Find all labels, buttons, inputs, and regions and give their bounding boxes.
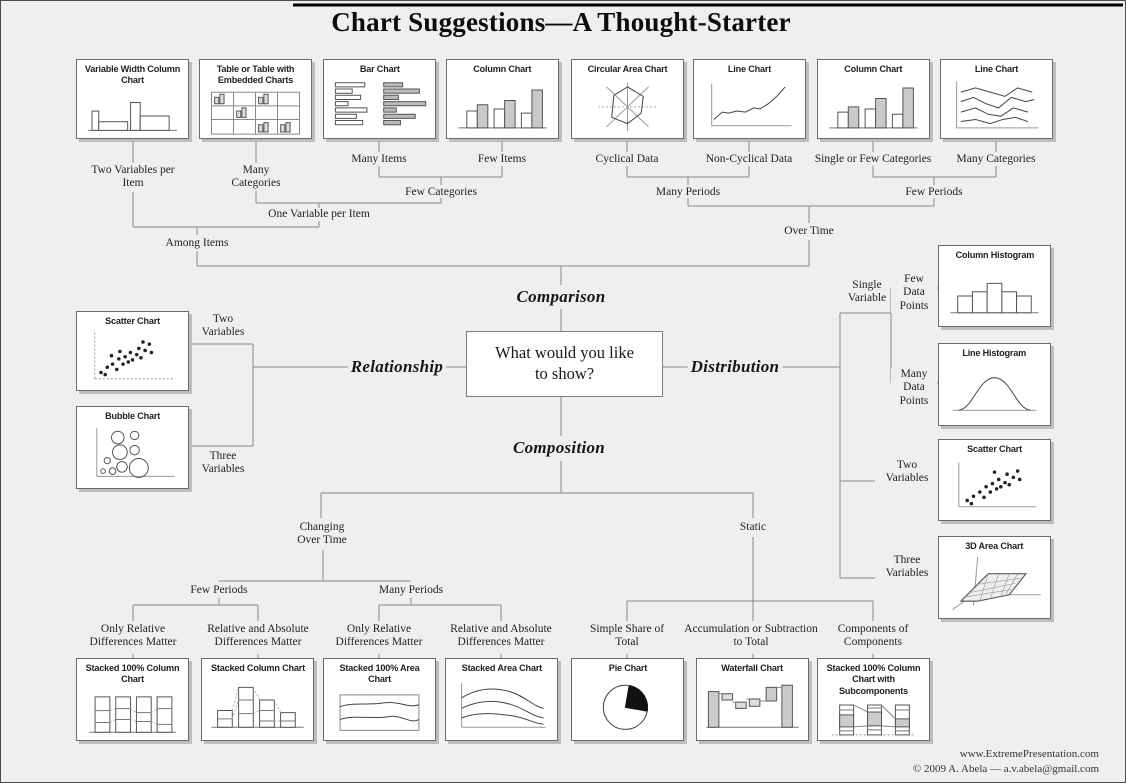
box-title: Stacked Column Chart bbox=[210, 663, 305, 674]
chart-box-column-histogram bbox=[938, 245, 1051, 327]
three-d-area-chart-sketch bbox=[942, 553, 1047, 616]
chart-box-stacked-100-column-chart bbox=[76, 658, 189, 741]
chart-box-bubble-chart bbox=[76, 406, 189, 489]
bar-chart-sketch bbox=[327, 76, 432, 136]
box-title: Line Histogram bbox=[962, 348, 1027, 359]
box-title: Stacked 100% Column Chart with Subcomponents bbox=[826, 663, 921, 697]
stacked-100-area-chart-sketch bbox=[327, 687, 432, 738]
label-many-periods-bottom: Many Periods bbox=[378, 584, 444, 596]
stacked-column-chart-sketch bbox=[205, 675, 310, 738]
label-few-categories: Few Categories bbox=[405, 186, 477, 198]
column-histogram-sketch bbox=[942, 262, 1047, 324]
label-single-variable: Single Variable bbox=[847, 279, 887, 305]
footer-copyright: © 2009 A. Abela — a.v.abela@gmail.com bbox=[912, 763, 1099, 775]
label-non-cyclical-data: Non-Cyclical Data bbox=[705, 153, 793, 165]
branch-relationship: Relationship bbox=[348, 357, 446, 377]
box-title: Line Chart bbox=[727, 64, 772, 75]
waterfall-chart-sketch bbox=[700, 675, 805, 738]
box-title: Pie Chart bbox=[608, 663, 647, 674]
bubble-chart-sketch bbox=[80, 423, 185, 486]
label-few-periods-top: Few Periods bbox=[905, 186, 963, 198]
box-title: Table or Table with Embedded Charts bbox=[216, 64, 295, 87]
box-title: Stacked 100% Area Chart bbox=[339, 663, 420, 686]
box-title: Circular Area Chart bbox=[587, 64, 668, 75]
pie-chart-sketch bbox=[575, 675, 680, 738]
chart-box-stacked-area-chart bbox=[445, 658, 558, 741]
chart-box-column-chart-1 bbox=[446, 59, 559, 139]
label-three-variables-left: Three Variables bbox=[201, 450, 245, 476]
chart-box-line-chart-2 bbox=[940, 59, 1053, 139]
footer-website: www.ExtremePresentation.com bbox=[959, 748, 1099, 760]
label-accumulation-or-subtraction: Accumulation or Subtraction to Total bbox=[684, 623, 818, 649]
box-title: Variable Width Column Chart bbox=[84, 64, 181, 87]
chart-box-scatter-chart-left bbox=[76, 311, 189, 391]
box-title: Scatter Chart bbox=[967, 444, 1022, 455]
chart-box-stacked-100-area-chart bbox=[323, 658, 436, 741]
branch-composition: Composition bbox=[512, 438, 606, 457]
label-components-of-components: Components of Components bbox=[837, 623, 909, 649]
circular-area-chart-sketch bbox=[575, 76, 680, 136]
column-chart-sketch bbox=[450, 76, 555, 136]
stacked-100-column-chart-sketch bbox=[80, 687, 185, 738]
line-histogram-sketch bbox=[942, 360, 1047, 423]
label-three-variables-right: Three Variables bbox=[875, 554, 939, 581]
label-many-periods-top: Many Periods bbox=[655, 186, 721, 198]
stacked-area-chart-sketch bbox=[449, 675, 554, 738]
label-changing-over-time: Changing Over Time bbox=[297, 521, 347, 547]
multi-line-chart-sketch bbox=[944, 76, 1049, 136]
box-title: Line Chart bbox=[974, 64, 1019, 75]
chart-box-pie-chart bbox=[571, 658, 684, 741]
central-question-box: What would you like to show? bbox=[466, 331, 663, 397]
chart-box-line-histogram bbox=[938, 343, 1051, 426]
box-title: Stacked Area Chart bbox=[461, 663, 542, 674]
label-two-variables-per-item: Two Variables per Item bbox=[91, 164, 175, 190]
label-few-items: Few Items bbox=[477, 153, 527, 165]
branch-comparison: Comparison bbox=[516, 287, 606, 306]
stacked-100-column-subcomponents-sketch bbox=[821, 698, 926, 738]
label-only-relative-differences-1: Only Relative Differences Matter bbox=[89, 623, 177, 649]
label-one-variable-per-item: One Variable per Item bbox=[268, 208, 370, 220]
label-among-items: Among Items bbox=[165, 237, 229, 249]
label-two-variables-left: Two Variables bbox=[201, 313, 245, 339]
box-title: Column Histogram bbox=[955, 250, 1034, 261]
label-relative-and-absolute-2: Relative and Absolute Differences Matter bbox=[450, 623, 552, 649]
variable-width-column-chart-sketch bbox=[80, 88, 185, 136]
column-chart-sketch bbox=[821, 76, 926, 136]
box-title: Waterfall Chart bbox=[721, 663, 784, 674]
table-with-embedded-charts-sketch bbox=[203, 88, 308, 136]
line-chart-sketch bbox=[697, 76, 802, 136]
label-single-or-few-categories: Single or Few Categories bbox=[814, 153, 932, 165]
label-over-time: Over Time bbox=[784, 225, 834, 237]
label-many-data-points: Many Data Points bbox=[891, 368, 937, 408]
chart-box-3d-area-chart bbox=[938, 536, 1051, 619]
box-title: 3D Area Chart bbox=[965, 541, 1024, 552]
chart-box-scatter-chart-right bbox=[938, 439, 1051, 521]
chart-box-column-chart-2 bbox=[817, 59, 930, 139]
box-title: Column Chart bbox=[473, 64, 532, 75]
label-relative-and-absolute-1: Relative and Absolute Differences Matter bbox=[207, 623, 309, 649]
box-title: Bubble Chart bbox=[105, 411, 160, 422]
box-title: Stacked 100% Column Chart bbox=[85, 663, 180, 686]
label-cyclical-data: Cyclical Data bbox=[595, 153, 659, 165]
label-few-periods-bottom: Few Periods bbox=[190, 584, 248, 596]
label-static: Static bbox=[739, 521, 767, 533]
box-title: Scatter Chart bbox=[105, 316, 160, 327]
branch-distribution: Distribution bbox=[688, 357, 783, 377]
label-many-items: Many Items bbox=[351, 153, 407, 165]
scatter-chart-sketch bbox=[80, 328, 185, 388]
label-only-relative-differences-2: Only Relative Differences Matter bbox=[335, 623, 423, 649]
chart-box-bar-chart bbox=[323, 59, 436, 139]
chart-box-stacked-column-chart bbox=[201, 658, 314, 741]
chart-box-circular-area-chart bbox=[571, 59, 684, 139]
chart-box-waterfall-chart bbox=[696, 658, 809, 741]
label-many-categories-right: Many Categories bbox=[956, 153, 1036, 165]
page-title: Chart Suggestions—A Thought-Starter bbox=[331, 7, 791, 37]
label-two-variables-right: Two Variables bbox=[875, 459, 939, 486]
chart-box-table-with-embedded-charts bbox=[199, 59, 312, 139]
label-few-data-points: Few Data Points bbox=[891, 273, 937, 313]
label-simple-share-of-total: Simple Share of Total bbox=[589, 623, 665, 649]
chart-box-line-chart-1 bbox=[693, 59, 806, 139]
scatter-chart-sketch bbox=[942, 456, 1047, 518]
chart-box-variable-width-column-chart bbox=[76, 59, 189, 139]
box-title: Column Chart bbox=[844, 64, 903, 75]
chart-box-stacked-100-column-with-subcomponents bbox=[817, 658, 930, 741]
label-many-categories-left: Many Categories bbox=[231, 164, 281, 190]
box-title: Bar Chart bbox=[359, 64, 400, 75]
